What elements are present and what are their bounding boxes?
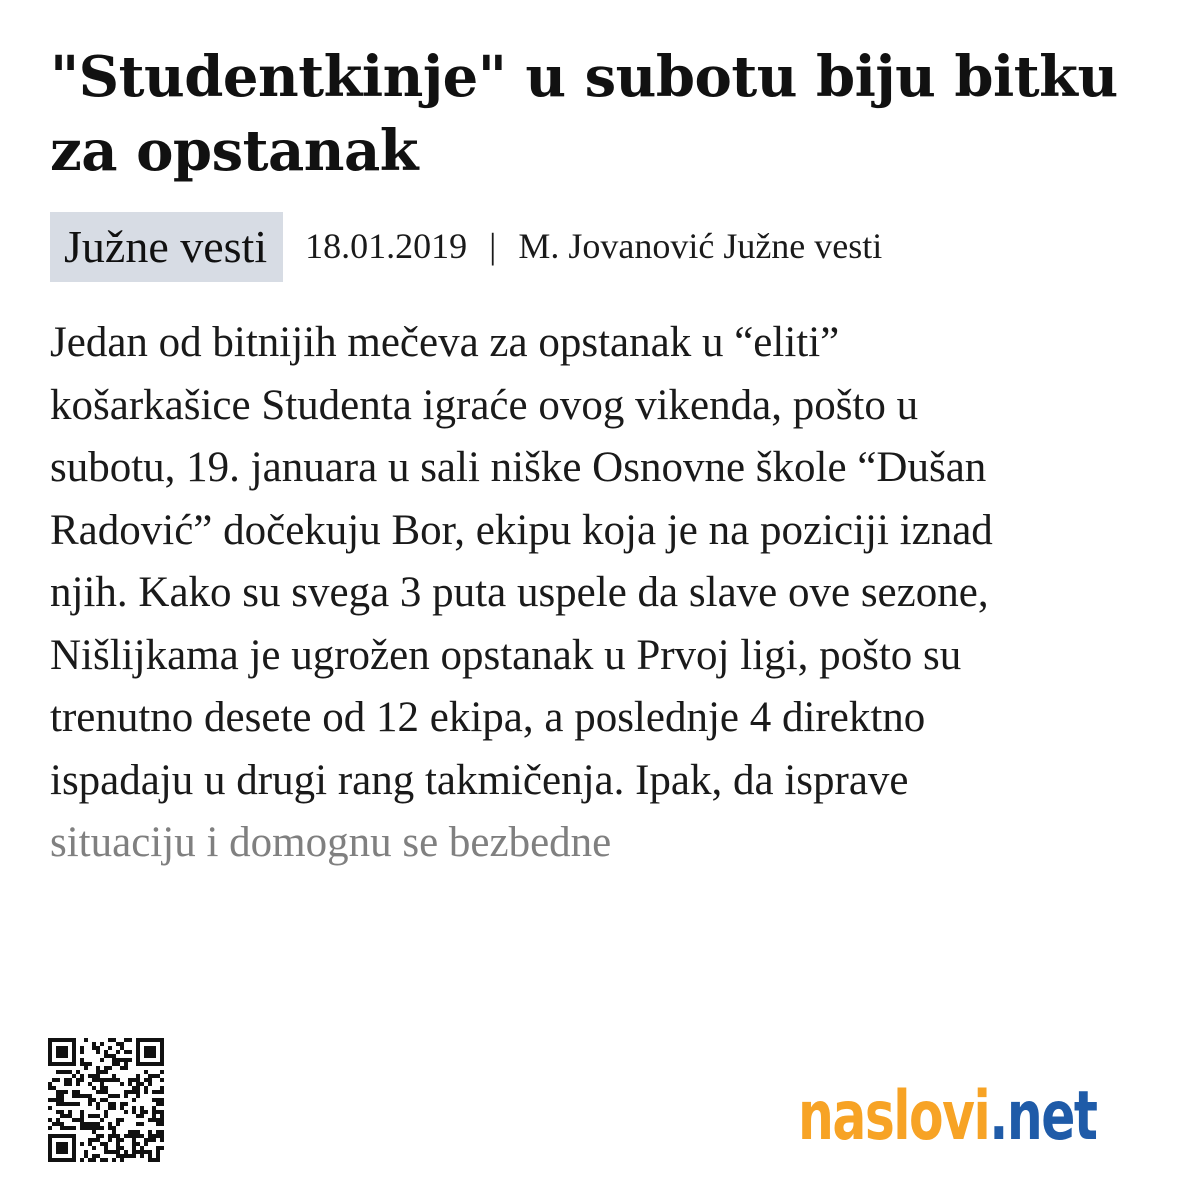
article-body [50,312,1150,875]
qr-code-icon[interactable] [48,1038,164,1162]
byline [305,224,882,268]
body-line: Jedan od bitnijih mečeva za opstanak u “eliti” [50,319,840,366]
body-line: košarkašice Studenta igraće ovog vikenda, pošto u [50,381,919,429]
logo-part-naslovi: naslovi [798,1077,990,1156]
body-line-faded: situaciju i domognu se bezbedne [50,819,612,866]
source-badge[interactable]: Južne vesti [50,212,283,282]
logo-part-net: .net [989,1077,1097,1156]
body-line: njih. Kako su svega 3 puta uspele da slave ove sezone, [50,569,989,616]
body-line: trenutno desete od 12 ekipa, a poslednje 4 direktno [50,694,926,741]
author-name: M. Jovanović Južne vesti [518,226,883,266]
body-line: Radović” dočekuju Bor, ekipu koja je na poziciji iznad [50,506,993,554]
body-line: subotu, 19. januara u sali niške Osnovne škole “Dušan [50,444,987,491]
qr-code-graphic [48,1038,164,1162]
site-logo[interactable] [798,1062,1096,1172]
publish-date: 18.01.2019 [305,226,468,266]
article-title: "Studentkinje" u subotu biju bitku za opstanak [50,44,1118,184]
body-line: Nišlijkama je ugrožen opstanak u Prvoj ligi, pošto su [50,631,962,679]
byline-separator: | [489,226,497,266]
body-line: ispadaju u drugi rang takmičenja. Ipak, da isprave [50,756,909,804]
article-meta [50,212,882,282]
